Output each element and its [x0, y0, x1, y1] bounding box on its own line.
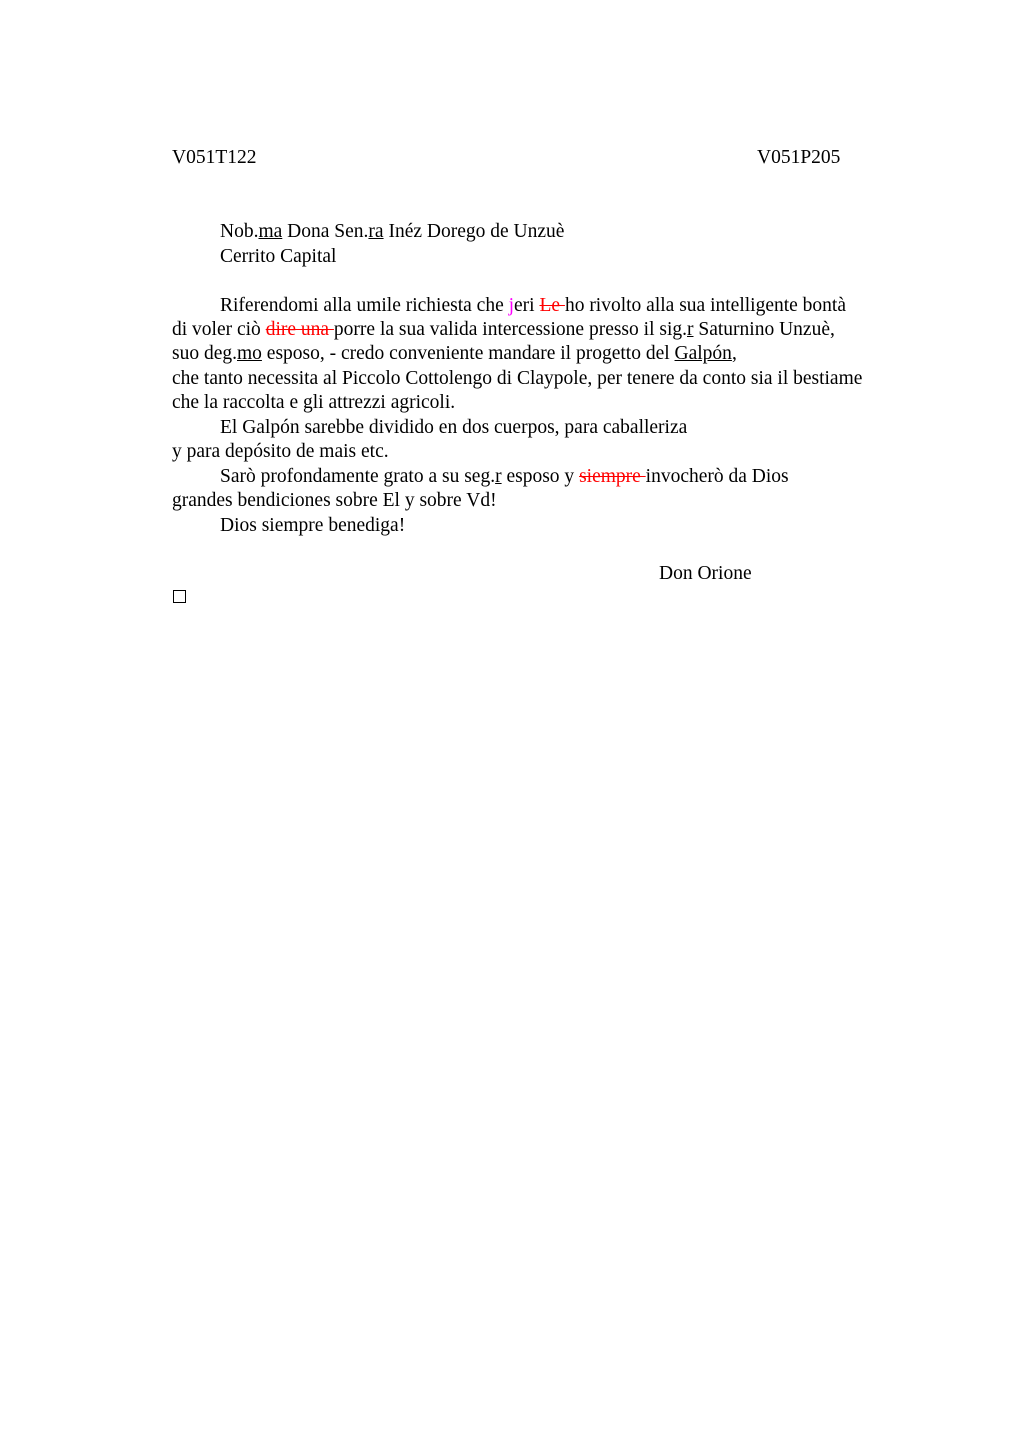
body-line-10: Dios siempre benediga!	[220, 515, 406, 536]
deleted-text: Le	[539, 295, 565, 316]
underlined-abbrev: mo	[237, 343, 262, 364]
underlined-abbrev: ma	[258, 221, 283, 242]
text-segment: Saturnino Unzuè,	[693, 319, 835, 340]
underlined-abbrev: ra	[368, 221, 384, 242]
text-segment: suo deg.	[172, 343, 237, 364]
underlined-abbrev: r	[495, 466, 502, 487]
text-segment: Dona Sen.	[282, 221, 369, 242]
left-reference-code: V051T122	[172, 147, 257, 168]
signature: Don Orione	[659, 563, 752, 584]
inserted-text: j	[508, 295, 515, 316]
text-segment: Riferendomi alla umile richiesta che	[220, 295, 509, 316]
deleted-text: siempre	[579, 466, 646, 487]
text-segment: ,	[731, 343, 737, 364]
text-segment: esposo, - credo conveniente mandare il progetto del	[261, 343, 675, 364]
underlined-abbrev: r	[687, 319, 694, 340]
body-line-4: che tanto necessita al Piccolo Cottolengo di Claypole, per tenere da conto sia il bestiame	[172, 368, 863, 389]
checkbox-square-icon	[173, 590, 186, 603]
text-segment: Sarò profondamente grato a su seg.	[220, 466, 496, 487]
text-segment: Inéz Dorego de Unzuè	[383, 221, 565, 242]
address-line-2: Cerrito Capital	[220, 246, 337, 267]
text-segment: porre la sua valida intercessione presso il sig.	[333, 319, 687, 340]
right-reference-code: V051P205	[757, 147, 841, 168]
body-line-8	[220, 465, 789, 489]
body-line-9: grandes bendiciones sobre El y sobre Vd!	[172, 490, 497, 511]
text-segment: esposo y	[501, 466, 580, 487]
body-line-1	[220, 294, 846, 318]
body-line-2	[172, 318, 835, 342]
body-line-7: y para depósito de mais etc.	[172, 441, 389, 462]
text-segment: di voler ciò	[172, 319, 266, 340]
address-line-1	[220, 220, 564, 244]
deleted-text: dire una	[265, 319, 334, 340]
text-segment: invocherò da Dios	[645, 466, 789, 487]
underlined-word: Galpón	[674, 343, 732, 364]
body-line-5: che la raccolta e gli attrezzi agricoli.	[172, 392, 456, 413]
body-line-6: El Galpón sarebbe dividido en dos cuerpos, para caballeriza	[220, 417, 688, 438]
text-segment: ho rivolto alla sua intelligente bontà	[564, 295, 846, 316]
text-segment: eri	[514, 295, 540, 316]
text-segment: Nob.	[220, 221, 259, 242]
body-line-3	[172, 342, 737, 366]
